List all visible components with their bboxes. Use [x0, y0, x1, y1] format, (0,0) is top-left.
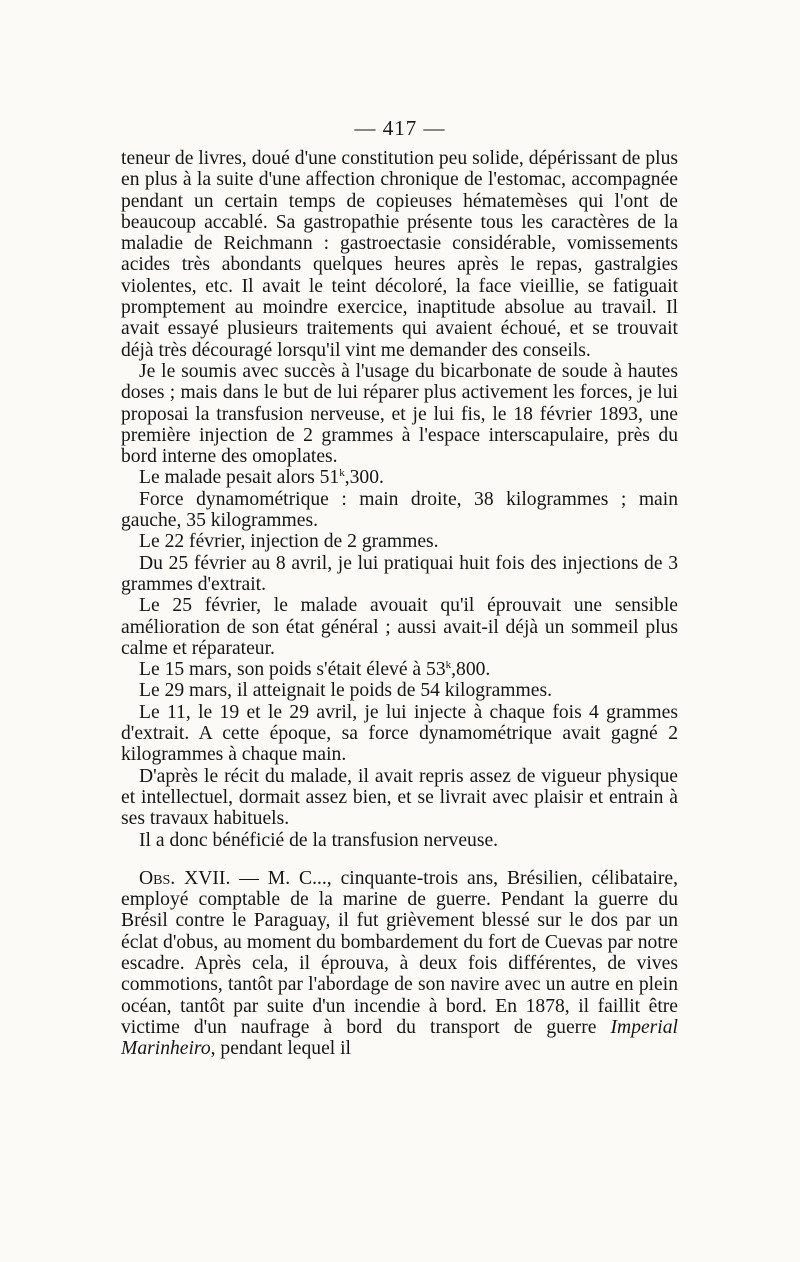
text-run: Le 15 mars, son poids s'était élevé à 53 — [139, 659, 446, 681]
paragraph: Je le soumis avec succès à l'usage du bicarbonate de soude à hautes doses ; mais dans le but de lui réparer plus activement les forces, je lui proposai la transfusion nerveuse, et je lui fis, le 18 février 1893, une première injection de 2 grammes à l'espace interscapulaire, près du bord interne des omoplates. — [121, 360, 678, 468]
superscript: k — [339, 467, 345, 480]
text-run: ,800. — [451, 659, 491, 681]
observation-label: Obs. XVII. — [139, 867, 231, 889]
body-text — [121, 148, 678, 1059]
paragraph: Le 11, le 19 et le 29 avril, je lui injecte à chaque fois 4 grammes d'extrait. A cette époque, sa force dynamométrique avait gagné 2 kilogrammes à chaque main. — [121, 701, 678, 766]
ship-name: Imperial Marinheiro — [121, 1016, 678, 1060]
text-run: , pendant lequel il — [210, 1038, 352, 1060]
text-run: — M. C..., cinquante-trois ans, Brésilien, célibataire, employé comptable de la marine de guerre. Pendant la guerre du Brésil contre le Paraguay, il fut grièvement blessé sur le dos par un éclat d'obus, au moment du bombardement du fort de Cuevas par notre escadre. Après cela, il éprouva, à deux fois différentes, de vives commotions, tantôt par l'abordage de son navire avec un autre en plein océan, tantôt par suite d'un incendie à bord. En 1878, il faillit être victime d'un naufrage à bord du transport de guerre — [121, 867, 678, 1038]
paragraph — [121, 467, 678, 488]
text-run: Le malade pesait alors 51 — [139, 467, 340, 489]
paragraph: Le 22 février, injection de 2 grammes. — [139, 531, 439, 553]
paragraph: Force dynamométrique : main droite, 38 kilogrammes ; main gauche, 35 kilogrammes. — [121, 488, 678, 532]
superscript: k — [445, 659, 452, 672]
paragraph: teneur de livres, doué d'une constitution peu solide, dépérissant de plus en plus à la suite d'une affection chronique de l'estomac, accompagnée pendant un certain temps de copieuses hématemèses qui l'ont de beaucoup accablé. Sa gastropathie présente tous les caractères de la maladie de Reichmann : gastroectasie considérable, vomissements acides très abondants quelques heures après le repas, gastralgies violentes, etc. Il avait le teint décoloré, la face vieillie, se fatiguait promptement au moindre exercice, inaptitude absolue au travail. Il avait essayé plusieurs traitements qui avaient échoué, et se trouvait déjà très découragé lorsqu'il vint me demander des conseils. — [121, 148, 678, 361]
paragraph: D'après le récit du malade, il avait repris assez de vigueur physique et intellectuel, dormait assez bien, et se livrait avec plaisir et entrain à ses travaux habituels. — [121, 765, 678, 830]
paragraph — [121, 659, 678, 680]
page-number: — 417 — — [354, 116, 446, 140]
paragraph: Il a donc bénéficié de la transfusion nerveuse. — [139, 829, 499, 851]
paragraph: Le 29 mars, il atteignait le poids de 54 kilogrammes. — [139, 680, 553, 702]
observation-paragraph — [121, 868, 678, 1060]
paragraph: Le 25 février, le malade avouait qu'il éprouvait une sensible amélioration de son état général ; aussi avait-il déjà un sommeil plus calme et réparateur. — [121, 595, 678, 659]
paragraph: Du 25 février au 8 avril, je lui pratiquai huit fois des injections de 3 grammes d'extrait. — [121, 552, 678, 595]
text-run: ,300. — [344, 467, 384, 489]
